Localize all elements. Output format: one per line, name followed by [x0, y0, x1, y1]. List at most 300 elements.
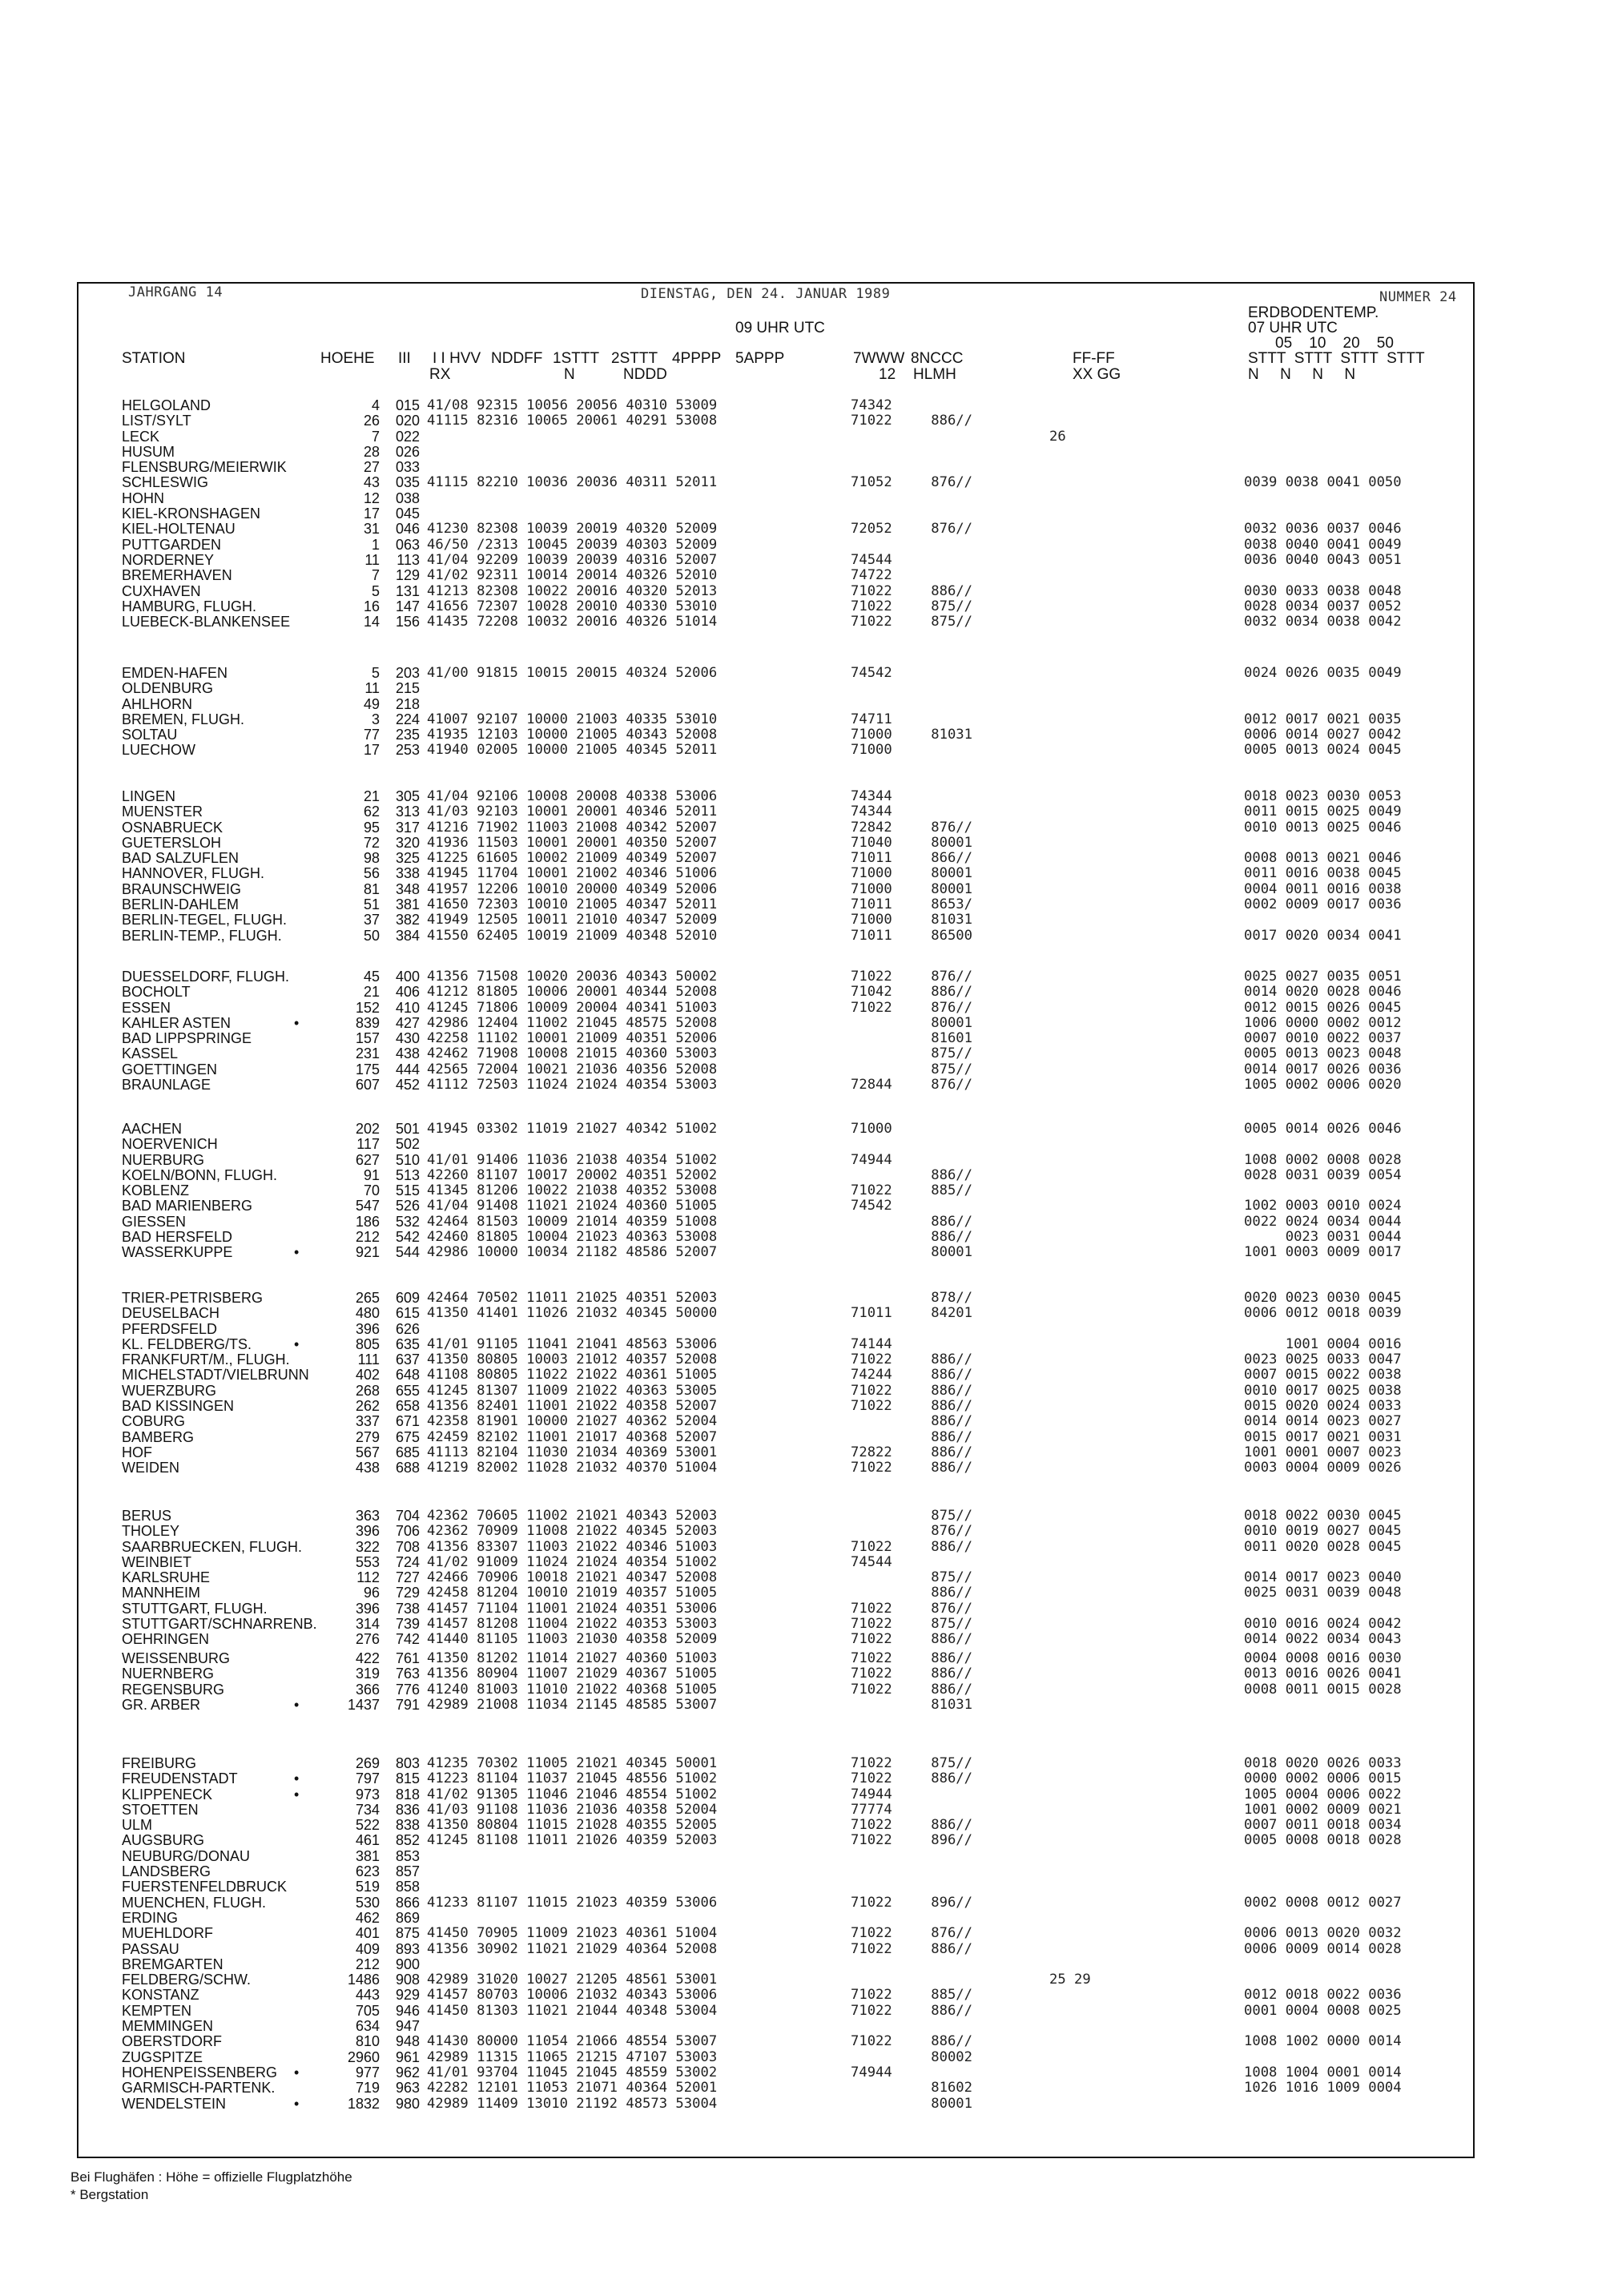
table-row [0, 836, 1602, 851]
cloud-group: 84201 [931, 1305, 972, 1322]
cloud-group: 886// [931, 1382, 972, 1399]
station-height: 363 [355, 1508, 380, 1524]
station-height: 43 [363, 474, 380, 491]
synop-groups: 41245 81307 11009 21022 40363 53005 [427, 1382, 718, 1399]
station-number: 815 [395, 1770, 420, 1787]
station-height: 396 [355, 1523, 380, 1540]
cloud-group [907, 506, 972, 522]
station-number: 655 [395, 1382, 420, 1399]
station-number: 704 [395, 1508, 420, 1524]
station-number: 962 [395, 2064, 420, 2080]
station-height: 231 [355, 1045, 380, 1062]
station-height: 973 [355, 1786, 380, 1803]
cloud-group: 886// [931, 1166, 972, 1183]
soil-temperatures: 0015 0017 0021 0031 [1244, 1428, 1402, 1445]
station-name: MUENCHEN, FLUGH. [122, 1894, 267, 1911]
synop-groups: 41/02 92311 10014 20014 40326 52010 [427, 567, 718, 584]
station-name: HUSUM [122, 443, 175, 460]
cloud-group: 886// [931, 984, 972, 1001]
weather-group: 74944 [851, 2064, 892, 2080]
synop-groups: 41457 80703 10006 21032 40343 53006 [427, 1987, 718, 2004]
cloud-group: 81031 [931, 1696, 972, 1713]
table-row [0, 1585, 1602, 1601]
table-row [0, 1399, 1602, 1414]
col-nddff: NDDFF [491, 350, 543, 367]
weather-group: 71022 [851, 1600, 892, 1617]
synop-groups: 41108 80805 11022 21022 40361 51005 [427, 1367, 718, 1384]
table-row [0, 1460, 1602, 1476]
cloud-group [907, 712, 972, 727]
table-row [0, 1988, 1602, 2003]
table-row [0, 1651, 1602, 1666]
station-number: 452 [395, 1077, 420, 1094]
station-number: 729 [395, 1585, 420, 1601]
station-height: 21 [363, 788, 380, 804]
station-number: 609 [395, 1290, 420, 1306]
soil-temperatures: 1001 0001 0007 0023 [1244, 1444, 1402, 1460]
station-name: FUERSTENFELDBRUCK [122, 1879, 288, 1895]
station-height: 461 [355, 1832, 380, 1849]
station-group [0, 1291, 1602, 1476]
station-height: 462 [355, 1909, 380, 1926]
station-height: 49 [363, 695, 380, 712]
synop-groups: 42462 71908 10008 21015 40360 53003 [427, 1045, 718, 1062]
station-height: 810 [355, 2033, 380, 2050]
cloud-group [907, 1122, 972, 1137]
synop-groups: 41007 92107 10000 21003 40335 53010 [427, 711, 718, 727]
table-row [0, 1384, 1602, 1399]
synop-groups: 41450 81303 11021 21044 40348 53004 [427, 2002, 718, 2019]
station-name: ZUGSPITZE [122, 2048, 203, 2065]
table-row [0, 1198, 1602, 1214]
station-number: 156 [395, 614, 420, 630]
station-number: 305 [395, 788, 420, 804]
footnote-airports: Bei Flughäfen : Höhe = offizielle Flugplatzhöhe [70, 2169, 352, 2185]
station-height: 396 [355, 1600, 380, 1617]
synop-groups: 41/03 92103 10001 20001 40346 52011 [427, 804, 718, 820]
synop-groups: 42464 81503 10009 21014 40359 51008 [427, 1213, 718, 1230]
station-name: ULM [122, 1817, 153, 1834]
table-row [0, 1414, 1602, 1429]
col-hlmh: HLMH [913, 366, 956, 383]
station-name: FLENSBURG/MEIERWIK [122, 459, 287, 476]
synop-groups: 41650 72303 10010 21005 40347 52011 [427, 896, 718, 913]
station-height: 627 [355, 1151, 380, 1168]
station-name: WUERZBURG [122, 1382, 216, 1399]
soil-temperatures: 0032 0036 0037 0046 [1244, 521, 1402, 538]
station-height: 797 [355, 1770, 380, 1787]
cloud-group: 876// [931, 1925, 972, 1942]
cloud-group: 876// [931, 969, 972, 985]
station-height: 95 [363, 819, 380, 836]
soil-temperatures: 0002 0008 0012 0027 [1244, 1894, 1402, 1911]
col-nddd: NDDD [623, 366, 667, 383]
soil-temperatures: 0025 0027 0035 0051 [1244, 969, 1402, 985]
table-row [0, 1078, 1602, 1093]
table-row [0, 969, 1602, 985]
station-height: 5 [371, 665, 380, 681]
soil-temperatures: 0004 0011 0016 0038 [1244, 880, 1402, 897]
cloud-group [907, 2065, 972, 2080]
station-number: 637 [395, 1351, 420, 1368]
soil-temperatures: 1005 0004 0006 0022 [1244, 1786, 1402, 1803]
table-row [0, 1666, 1602, 1682]
station-number: 948 [395, 2033, 420, 2050]
station-number: 033 [395, 459, 420, 476]
weather-group: 74544 [851, 551, 892, 568]
soil-temperatures: 0005 0008 0018 0028 [1244, 1832, 1402, 1849]
cloud-group: 875// [931, 1508, 972, 1524]
station-name: OLDENBURG [122, 680, 214, 697]
synop-groups: 41245 81108 11011 21026 40359 52003 [427, 1832, 718, 1849]
soil-temperatures: 0006 0009 0014 0028 [1244, 1940, 1402, 1957]
cloud-group: 875// [931, 1755, 972, 1771]
cloud-group: 866// [931, 850, 972, 867]
mountain-marker: • [294, 1335, 300, 1352]
synop-groups: 41656 72307 10028 20010 40330 53010 [427, 598, 718, 614]
station-name: WEINBIET [122, 1553, 192, 1570]
station-height: 366 [355, 1681, 380, 1698]
table-row [0, 2004, 1602, 2019]
soil-temperatures: 0017 0020 0034 0041 [1244, 927, 1402, 944]
mountain-marker: • [294, 1696, 300, 1713]
cloud-group: 886// [931, 1351, 972, 1368]
synop-groups: 41350 80804 11015 21028 40355 52005 [427, 1817, 718, 1834]
station-number: 836 [395, 1801, 420, 1818]
station-name: PUTTGARDEN [122, 536, 222, 553]
synop-groups: 41957 12206 10010 20000 40349 52006 [427, 880, 718, 897]
soil-temperatures: 0024 0026 0035 0049 [1244, 665, 1402, 681]
station-height: 276 [355, 1631, 380, 1648]
station-number: 838 [395, 1817, 420, 1834]
station-name: BAD KISSINGEN [122, 1398, 235, 1415]
cloud-group [907, 1322, 972, 1337]
synop-groups: 41/04 91408 11021 21024 40360 51005 [427, 1198, 718, 1214]
table-row [0, 1833, 1602, 1848]
station-name: KONSTANZ [122, 1987, 199, 2004]
weather-group: 71000 [851, 742, 892, 759]
weather-group: 71022 [851, 1987, 892, 2004]
synop-groups: 41/08 92315 10056 20056 40310 53009 [427, 397, 718, 413]
soil-temperatures: 0018 0022 0030 0045 [1244, 1508, 1402, 1524]
station-name: LUECHOW [122, 742, 196, 759]
soil-temp-time: 07 UHR UTC [1248, 320, 1338, 336]
station-name: BREMGARTEN [122, 1956, 223, 1972]
station-name: KLIPPENECK [122, 1786, 213, 1803]
mountain-marker: • [294, 2095, 300, 2112]
station-number: 015 [395, 397, 420, 413]
weather-group: 71022 [851, 413, 892, 429]
cloud-group: 886// [931, 1666, 972, 1682]
col-7www: 7WWW [853, 350, 905, 367]
cloud-group [907, 429, 972, 445]
table-row [0, 1972, 1602, 1988]
soil-temperatures: 0006 0013 0020 0032 [1244, 1925, 1402, 1942]
soil-temperatures: 1026 1016 1009 0004 [1244, 2080, 1402, 2097]
cloud-group: 886// [931, 1585, 972, 1601]
weather-group: 71011 [851, 927, 892, 944]
station-name: HOHENPEISSENBERG [122, 2064, 278, 2080]
weather-group: 74342 [851, 397, 892, 413]
soil-temperatures: 0014 0017 0026 0036 [1244, 1061, 1402, 1078]
station-number: 427 [395, 1014, 420, 1031]
cloud-group [907, 1787, 972, 1803]
station-number: 708 [395, 1538, 420, 1555]
cloud-group [907, 743, 972, 758]
cloud-group: 80002 [931, 2048, 972, 2065]
soil-temperatures: 0023 0031 0044 [1244, 1229, 1402, 1246]
table-row [0, 1306, 1602, 1321]
weather-group: 74542 [851, 665, 892, 681]
table-row [0, 599, 1602, 614]
cloud-group: 886// [931, 2002, 972, 2019]
table-row [0, 1062, 1602, 1078]
station-name: FELDBERG/SCHW. [122, 1972, 252, 1988]
station-name: DUESSELDORF, FLUGH. [122, 969, 290, 985]
soil-temperatures: 0012 0018 0022 0036 [1244, 1987, 1402, 2004]
volume-label: JAHRGANG 14 [128, 284, 223, 300]
station-group [0, 789, 1602, 944]
table-row [0, 1183, 1602, 1198]
table-row [0, 2080, 1602, 2096]
soil-temperatures: 0010 0017 0025 0038 [1244, 1382, 1402, 1399]
station-name: EMDEN-HAFEN [122, 665, 228, 681]
soil-temperatures: 0039 0038 0041 0050 [1244, 474, 1402, 491]
station-height: 50 [363, 927, 380, 944]
synop-groups: 42282 12101 11053 21071 40364 52001 [427, 2080, 718, 2097]
table-row [0, 2019, 1602, 2034]
synop-groups: 42459 82102 11001 21017 40368 52007 [427, 1428, 718, 1445]
soil-temperatures: 0028 0031 0039 0054 [1244, 1166, 1402, 1183]
station-number: 852 [395, 1832, 420, 1849]
station-number: 382 [395, 912, 420, 928]
station-height: 443 [355, 1987, 380, 2004]
station-number: 893 [395, 1940, 420, 1957]
soil-temperatures: 0014 0020 0028 0046 [1244, 984, 1402, 1001]
cloud-group: 80001 [931, 1014, 972, 1031]
soil-temperatures: 0002 0009 0017 0036 [1244, 896, 1402, 913]
weather-group: 71022 [851, 1681, 892, 1698]
station-number: 325 [395, 850, 420, 867]
station-name: MUENSTER [122, 804, 203, 820]
station-height: 547 [355, 1198, 380, 1214]
soil-temperatures: 0015 0020 0024 0033 [1244, 1398, 1402, 1415]
station-height: 27 [363, 459, 380, 476]
cloud-group: 81602 [931, 2080, 972, 2097]
soil-temperatures: 0003 0004 0009 0026 [1244, 1460, 1402, 1476]
soil-temperatures: 0038 0040 0041 0049 [1244, 536, 1402, 553]
table-row [0, 1818, 1602, 1833]
cloud-group: 886// [931, 1650, 972, 1666]
station-number: 131 [395, 582, 420, 599]
synop-groups: 41350 41401 11026 21032 40345 50000 [427, 1305, 718, 1322]
station-number: 685 [395, 1444, 420, 1460]
soil-temperatures: 1001 0004 0016 [1244, 1335, 1402, 1352]
table-row [0, 1601, 1602, 1617]
soil-temperatures: 0004 0008 0016 0030 [1244, 1650, 1402, 1666]
station-number: 338 [395, 865, 420, 882]
table-row [0, 1322, 1602, 1337]
table-row [0, 897, 1602, 912]
cloud-group: 80001 [931, 1244, 972, 1261]
table-row [0, 1555, 1602, 1570]
station-height: 112 [356, 1569, 380, 1586]
synop-groups: 41113 82104 11030 21034 40369 53001 [427, 1444, 718, 1460]
table-row [0, 460, 1602, 475]
station-height: 381 [355, 1847, 380, 1864]
station-name: WASSERKUPPE [122, 1244, 233, 1261]
station-number: 929 [395, 1987, 420, 2004]
col-1sttt-n: N [564, 366, 575, 383]
station-height: 705 [355, 2002, 380, 2019]
cloud-group: 886// [931, 1817, 972, 1834]
soil-temperatures: 0025 0031 0039 0048 [1244, 1585, 1402, 1601]
station-name: DEUSELBACH [122, 1305, 220, 1322]
cloud-group: 886// [931, 1398, 972, 1415]
synop-groups: 41356 82401 11001 21022 40358 52007 [427, 1398, 718, 1415]
cloud-group: 876// [931, 521, 972, 538]
station-name: PFERDSFELD [122, 1320, 218, 1337]
weather-group: 71011 [851, 850, 892, 867]
station-height: 409 [355, 1940, 380, 1957]
station-height: 81 [363, 880, 380, 897]
cloud-group: 80001 [931, 865, 972, 882]
soil-temperatures: 0020 0023 0030 0045 [1244, 1290, 1402, 1306]
station-number: 320 [395, 834, 420, 851]
station-name: BERUS [122, 1508, 172, 1524]
synop-groups: 41435 72208 10032 20016 40326 51014 [427, 614, 718, 630]
station-name: MEMMINGEN [122, 2018, 213, 2035]
weather-group: 71022 [851, 1925, 892, 1942]
table-row [0, 2034, 1602, 2049]
station-name: OSNABRUECK [122, 819, 223, 836]
mountain-marker: • [294, 1770, 300, 1787]
weather-group: 71022 [851, 1182, 892, 1199]
soil-temperatures: 0001 0004 0008 0025 [1244, 2002, 1402, 2019]
table-row [0, 1368, 1602, 1383]
soil-temperatures: 0011 0015 0025 0049 [1244, 804, 1402, 820]
station-number: 046 [395, 521, 420, 538]
synop-groups: 42362 70909 11008 21022 40345 52003 [427, 1523, 718, 1540]
station-number: 658 [395, 1398, 420, 1415]
station-number: 648 [395, 1367, 420, 1384]
station-height: 480 [355, 1305, 380, 1322]
table-row [0, 2050, 1602, 2065]
table-row [0, 1879, 1602, 1895]
table-row [0, 1291, 1602, 1306]
weather-group: 74544 [851, 1553, 892, 1570]
soil-temperatures: 1008 1002 0000 0014 [1244, 2033, 1402, 2050]
synop-groups: 41356 30902 11021 21029 40364 52008 [427, 1940, 718, 1957]
weather-group: 72842 [851, 819, 892, 836]
synop-groups: 41219 82002 11028 21032 40370 51004 [427, 1460, 718, 1476]
synop-groups: 42458 81204 10010 21019 40357 51005 [427, 1585, 718, 1601]
cloud-group: 875// [931, 1616, 972, 1633]
station-group [0, 1509, 1602, 1648]
station-name: WEIDEN [122, 1460, 179, 1476]
table-row [0, 1524, 1602, 1539]
station-name: KOELN/BONN, FLUGH. [122, 1166, 278, 1183]
station-number: 803 [395, 1755, 420, 1771]
soil-temperatures: 0018 0020 0026 0033 [1244, 1755, 1402, 1771]
weather-group: 71022 [851, 614, 892, 630]
station-name: BREMERHAVEN [122, 567, 232, 584]
station-height: 7 [371, 428, 380, 445]
station-height: 3 [371, 711, 380, 727]
issue-number: NUMMER 24 [1379, 289, 1457, 305]
cloud-group: 876// [931, 1600, 972, 1617]
weather-group: 74344 [851, 804, 892, 820]
weather-group: 71011 [851, 1305, 892, 1322]
station-name: BERLIN-TEGEL, FLUGH. [122, 912, 288, 928]
station-name: KARLSRUHE [122, 1569, 211, 1586]
cloud-group: 876// [931, 1523, 972, 1540]
station-height: 269 [355, 1755, 380, 1771]
synop-groups: 41/01 93704 11045 21045 48559 53002 [427, 2064, 718, 2080]
station-name: BOCHOLT [122, 984, 191, 1001]
cloud-group: 81031 [931, 727, 972, 743]
weather-group: 71042 [851, 984, 892, 1001]
soil-temperatures: 1001 0002 0009 0021 [1244, 1801, 1402, 1818]
synop-groups: 41550 62405 10019 21009 40348 52010 [427, 927, 718, 944]
soil-temperatures: 0028 0034 0037 0052 [1244, 598, 1402, 614]
station-name: MANNHEIM [122, 1585, 200, 1601]
table-row [0, 820, 1602, 836]
table-row [0, 1756, 1602, 1771]
synop-groups: 41225 61605 10002 21009 40349 52007 [427, 850, 718, 867]
cloud-group: 876// [931, 999, 972, 1016]
station-group [0, 1122, 1602, 1261]
mountain-marker: • [294, 1244, 300, 1261]
soil-temperatures: 0023 0025 0033 0047 [1244, 1351, 1402, 1368]
station-group [0, 1651, 1602, 1713]
synop-groups: 42362 70605 11002 21021 40343 52003 [427, 1508, 718, 1524]
synop-groups: 41457 71104 11001 21024 40351 53006 [427, 1600, 718, 1617]
station-number: 113 [396, 551, 420, 568]
station-name: STUTTGART/SCHNARRENB. [122, 1616, 317, 1633]
cloud-group: 886// [931, 413, 972, 429]
station-number: 022 [395, 428, 420, 445]
mountain-marker: • [294, 2064, 300, 2080]
station-name: GIESSEN [122, 1213, 187, 1230]
table-row [0, 1001, 1602, 1016]
table-row [0, 1632, 1602, 1647]
weather-group: 77774 [851, 1801, 892, 1818]
soil-temperatures: 1006 0000 0002 0012 [1244, 1014, 1402, 1031]
table-row [0, 681, 1602, 696]
table-row [0, 522, 1602, 537]
station-height: 51 [363, 896, 380, 913]
table-row [0, 1230, 1602, 1245]
cloud-group: 81601 [931, 1030, 972, 1047]
synop-groups: 41/04 92106 10008 20008 40338 53006 [427, 788, 718, 804]
table-row [0, 1031, 1602, 1046]
station-height: 157 [355, 1030, 380, 1047]
table-row [0, 1168, 1602, 1183]
synop-groups: 41450 70905 11009 21023 40361 51004 [427, 1925, 718, 1942]
soil-temperatures: 1008 0002 0008 0028 [1244, 1151, 1402, 1168]
table-row [0, 553, 1602, 568]
cloud-group: 886// [931, 1631, 972, 1648]
table-row [0, 538, 1602, 553]
weather-group: 71000 [851, 880, 892, 897]
station-name: MICHELSTADT/VIELBRUNN [122, 1367, 309, 1384]
soil-temperatures: 0005 0013 0024 0045 [1244, 742, 1402, 759]
soil-temperatures: 0014 0022 0034 0043 [1244, 1631, 1402, 1648]
cloud-group [907, 1153, 972, 1168]
station-height: 37 [363, 912, 380, 928]
cloud-group [907, 1972, 972, 1988]
